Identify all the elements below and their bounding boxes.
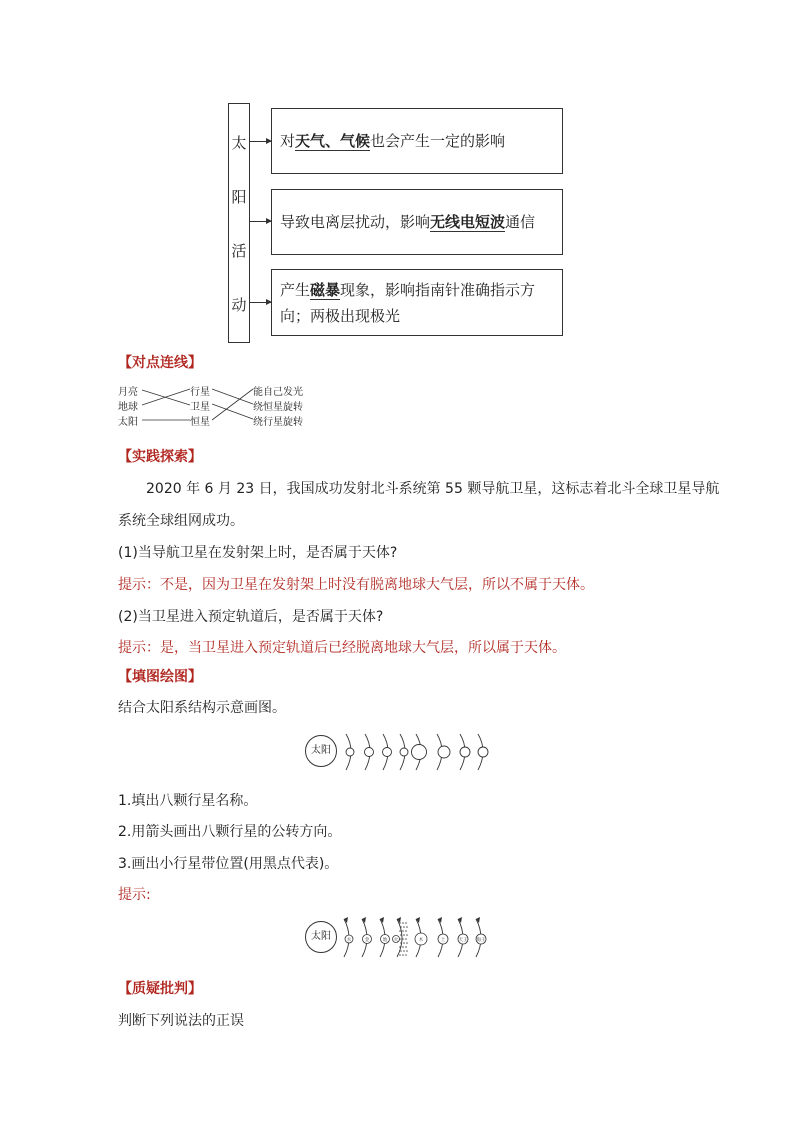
section-title-drawing: 【填图绘图】 bbox=[118, 669, 202, 685]
effect-radio-box bbox=[271, 189, 563, 255]
solar-activity-label-box bbox=[228, 103, 250, 343]
drawing-step-2: 2.用箭头画出八颗行星的公转方向。 bbox=[118, 824, 342, 840]
effect-magnetic-box bbox=[271, 269, 563, 336]
match-line bbox=[212, 389, 253, 420]
orbits-and-planets bbox=[300, 730, 500, 776]
drawing-hint-label: 提示: bbox=[118, 887, 151, 903]
matching-left-item: 太阳 bbox=[118, 417, 138, 428]
planet bbox=[460, 747, 470, 757]
solar-system-answer-diagram bbox=[300, 913, 500, 963]
effect-text: 导致电离层扰动，影响 bbox=[280, 213, 431, 231]
matching-left-item: 月亮 bbox=[118, 387, 138, 398]
match-line bbox=[212, 389, 253, 404]
judge-instruction: 判断下列说法的正误 bbox=[118, 1013, 244, 1029]
matching-middle-item: 行星 bbox=[190, 387, 210, 398]
planet bbox=[346, 748, 354, 756]
matching-left-item: 地球 bbox=[118, 402, 138, 413]
planet-label: 天王 bbox=[458, 938, 468, 943]
matching-diagram bbox=[118, 383, 318, 429]
matching-right-item: 能自己发光 bbox=[253, 387, 303, 398]
planet-label: 地 bbox=[382, 938, 388, 943]
effect-keyword: 无线电短波 bbox=[430, 213, 506, 231]
section-title-practice: 【实践探索】 bbox=[118, 449, 202, 465]
planet bbox=[412, 745, 427, 760]
matching-lines bbox=[118, 383, 318, 429]
effect-text: 通信 bbox=[505, 213, 536, 231]
match-line bbox=[212, 404, 253, 419]
solar-activity-char: 太 bbox=[231, 134, 247, 152]
arrow-icon bbox=[249, 221, 271, 222]
matching-middle-item: 恒星 bbox=[190, 417, 210, 428]
orbits-with-arrows bbox=[300, 913, 500, 963]
drawing-step-3: 3.画出小行星带位置(用黑点代表)。 bbox=[118, 856, 339, 872]
section-title-judge: 【质疑批判】 bbox=[118, 981, 202, 997]
effect-text: 现象，影响指南针准确指示方向；两极出现极光 bbox=[280, 281, 536, 325]
effect-climate-box bbox=[271, 108, 563, 174]
matching-right-item: 绕恒星旋转 bbox=[253, 402, 303, 413]
arrow-icon bbox=[249, 141, 271, 142]
planet-label: 金 bbox=[364, 938, 370, 943]
solar-activity-char: 阳 bbox=[231, 188, 247, 206]
effect-keyword: 天气、气候 bbox=[295, 132, 371, 150]
solar-activity-char: 动 bbox=[231, 296, 247, 314]
planet bbox=[365, 748, 374, 757]
planet-label: 海王 bbox=[476, 938, 486, 943]
asteroid-belt bbox=[399, 922, 408, 956]
section-title-matching: 【对点连线】 bbox=[118, 355, 202, 371]
drawing-step-1: 1.填出八颗行星名称。 bbox=[118, 793, 258, 809]
solar-system-diagram bbox=[300, 730, 500, 776]
matching-right-item: 绕行星旋转 bbox=[253, 417, 303, 428]
planet bbox=[438, 746, 450, 758]
answer-2: 提示：是，当卫星进入预定轨道后已经脱离地球大气层，所以属于天体。 bbox=[118, 640, 566, 656]
answer-1: 提示：不是，因为卫星在发射架上时没有脱离地球大气层，所以不属于天体。 bbox=[118, 577, 594, 593]
drawing-instruction: 结合太阳系结构示意画图。 bbox=[118, 700, 286, 716]
planet bbox=[383, 748, 392, 757]
planet-label: 水 bbox=[346, 938, 352, 943]
effect-text: 对 bbox=[280, 132, 296, 150]
planet-label: 土 bbox=[440, 938, 446, 943]
question-2: (2)当卫星进入预定轨道后，是否属于天体? bbox=[118, 609, 384, 625]
sun: 太阳 bbox=[305, 921, 337, 953]
effect-text: 产生 bbox=[280, 281, 311, 299]
practice-intro: 2020 年 6 月 23 日，我国成功发射北斗系统第 55 颗导航卫星，这标志着北斗全球卫星导航 bbox=[146, 481, 720, 497]
solar-activity-char: 活 bbox=[231, 242, 247, 260]
planet bbox=[478, 747, 488, 757]
effect-keyword: 磁暴 bbox=[310, 281, 341, 299]
practice-intro: 系统全球组网成功。 bbox=[118, 513, 244, 529]
question-1: (1)当导航卫星在发射架上时，是否属于天体? bbox=[118, 545, 398, 561]
planet-label: 火 bbox=[393, 938, 399, 943]
planet-label: 木 bbox=[418, 938, 424, 943]
arrow-icon bbox=[249, 302, 271, 303]
matching-middle-item: 卫星 bbox=[190, 402, 210, 413]
sun: 太阳 bbox=[305, 735, 337, 767]
effect-text: 也会产生一定的影响 bbox=[370, 132, 506, 150]
planet bbox=[400, 748, 408, 756]
